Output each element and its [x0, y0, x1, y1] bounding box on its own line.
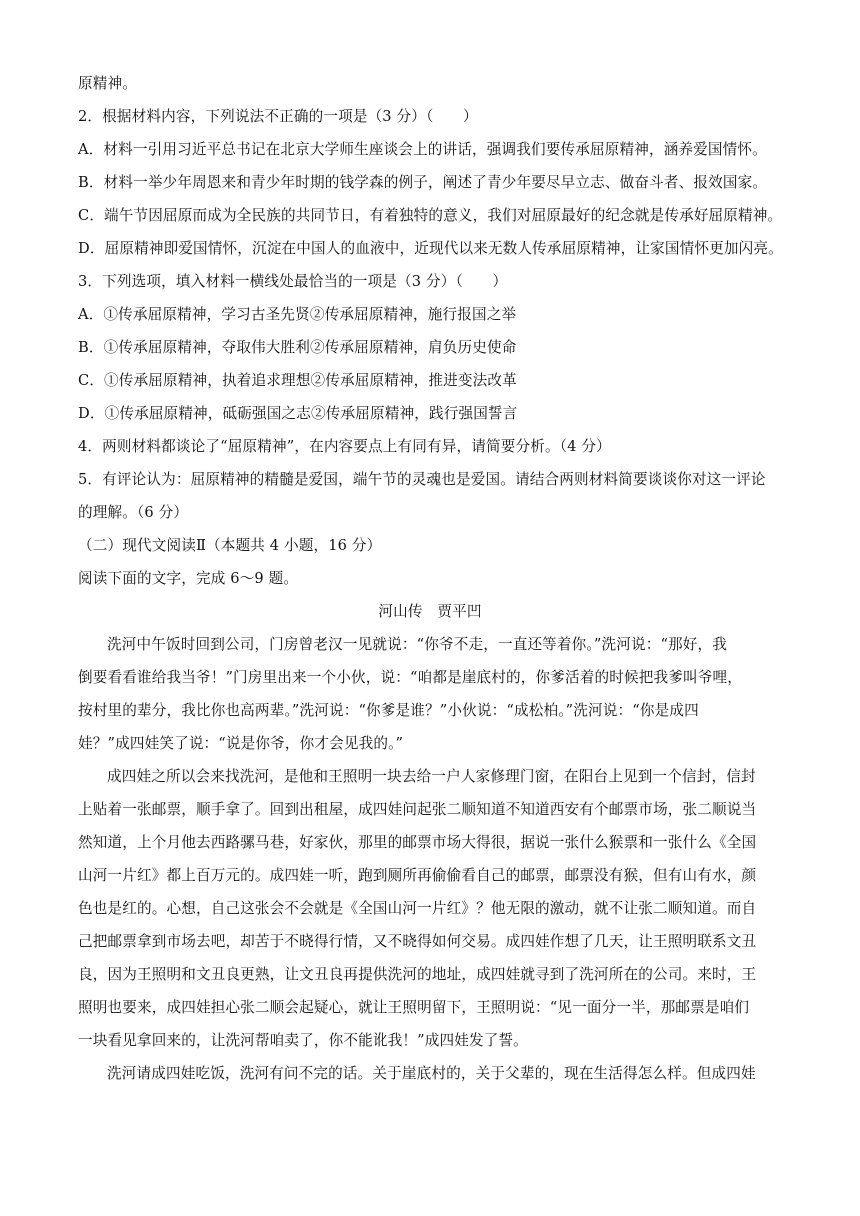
passage-line: 按村里的辈分，我比你也高两辈。”洗河说：“你爹是谁？”小伙说：“成松柏。”洗河说：“你是成四	[78, 702, 699, 719]
question-4: 4．两则材料都谈论了“屈原精神”，在内容要点上有同有异，请简要分析。（4 分）	[78, 438, 611, 455]
question-2-option-b: B．材料一举少年周恩来和青少年时期的钱学森的例子，阐述了青少年要尽早立志、做奋斗者、报效国家。	[78, 174, 768, 191]
passage-line: 照明也要来，成四娃担心张二顺会起疑心，就让王照明留下，王照明说：“见一面分一半，那邮票是咱们	[78, 999, 750, 1016]
section-heading: （二）现代文阅读Ⅱ（本题共 4 小题，16 分）	[78, 537, 382, 554]
passage-line: 倒要看看谁给我当爷！”门房里出来一个小伙，说：“咱都是崖底村的，你爹活着的时候把我爹叫爷哩，	[78, 669, 742, 686]
passage-line: 一块看见拿回来的，让洗河帮咱卖了，你不能讹我！”成四娃发了誓。	[78, 1032, 528, 1049]
passage-line: 良，因为王照明和文丑良更熟，让文丑良再提供洗河的地址，成四娃就寻到了洗河所在的公司。来时，王	[78, 966, 757, 983]
question-2-option-c: C．端午节因屈原而成为全民族的共同节日，有着独特的意义，我们对屈原最好的纪念就是传承好屈原精神。	[78, 207, 783, 224]
passage-line: 然知道，上个月他去西路骡马巷，好家伙，那里的邮票市场大得很，据说一张什么猴票和一张什么《全国	[78, 834, 757, 851]
question-5: 5．有评论认为：屈原精神的精髓是爱国，端午节的灵魂也是爱国。请结合两则材料简要谈谈你对这一评论	[78, 471, 766, 488]
question-3-option-a: A．①传承屈原精神，学习古圣先贤②传承屈原精神，施行报国之举	[78, 306, 517, 323]
passage-line: 成四娃之所以会来找洗河，是他和王照明一块去给一户人家修理门窗，在阳台上见到一个信封，信封	[107, 768, 756, 785]
question-3: 3．下列选项，填入材料一横线处最恰当的一项是（3 分）（ ）	[78, 273, 508, 290]
passage-line: 色也是红的。心想，自己这张会不会就是《全国山河一片红》？他无限的激动，就不让张二顺知道。而自	[78, 900, 757, 917]
question-2-option-a: A．材料一引用习近平总书记在北京大学师生座谈会上的讲话，强调我们要传承屈原精神，涵养爱国情怀。	[78, 141, 767, 158]
question-3-option-c: C．①传承屈原精神，执着追求理想②传承屈原精神，推进变法改革	[78, 372, 517, 389]
passage-line: 娃？”成四娃笑了说：“说是你爷，你才会见我的。”	[78, 735, 404, 752]
passage-line: 洗河中午饭时回到公司，门房曾老汉一见就说：“你爷不走，一直还等着你。”洗河说：“那好，我	[107, 636, 728, 653]
passage-line: 上贴着一张邮票，顺手拿了。回到出租屋，成四娃问起张二顺知道不知道西安有个邮票市场，张二顺说当	[78, 801, 757, 818]
passage-line: 山河一片红》都上百万元的。成四娃一听，跑到厕所再偷偷看自己的邮票，邮票没有猴，但有山有水，颜	[78, 867, 757, 884]
paragraph-continuation: 原精神。	[78, 75, 137, 92]
passage-title: 河山传 贾平凹	[378, 603, 482, 620]
passage-line: 洗河请成四娃吃饭，洗河有问不完的话。关于崖底村的，关于父辈的，现在生活得怎么样。但成四娃	[107, 1065, 756, 1082]
reading-instruction: 阅读下面的文字，完成 6～9 题。	[78, 570, 299, 587]
question-2: 2．根据材料内容，下列说法不正确的一项是（3 分）（ ）	[78, 108, 478, 125]
passage-line: 己把邮票拿到市场去吧，却苦于不晓得行情，又不晓得如何交易。成四娃作想了几天，让王照明联系文丑	[78, 933, 757, 950]
question-2-option-d: D．屈原精神即爱国情怀，沉淀在中国人的血液中，近现代以来无数人传承屈原精神，让家国情怀更加闪亮。	[78, 240, 783, 257]
question-3-option-d: D．①传承屈原精神，砥砺强国之志②传承屈原精神，践行强国誓言	[78, 405, 518, 422]
question-5-continuation: 的理解。（6 分）	[78, 504, 189, 521]
question-3-option-b: B．①传承屈原精神，夺取伟大胜利②传承屈原精神，肩负历史使命	[78, 339, 517, 356]
